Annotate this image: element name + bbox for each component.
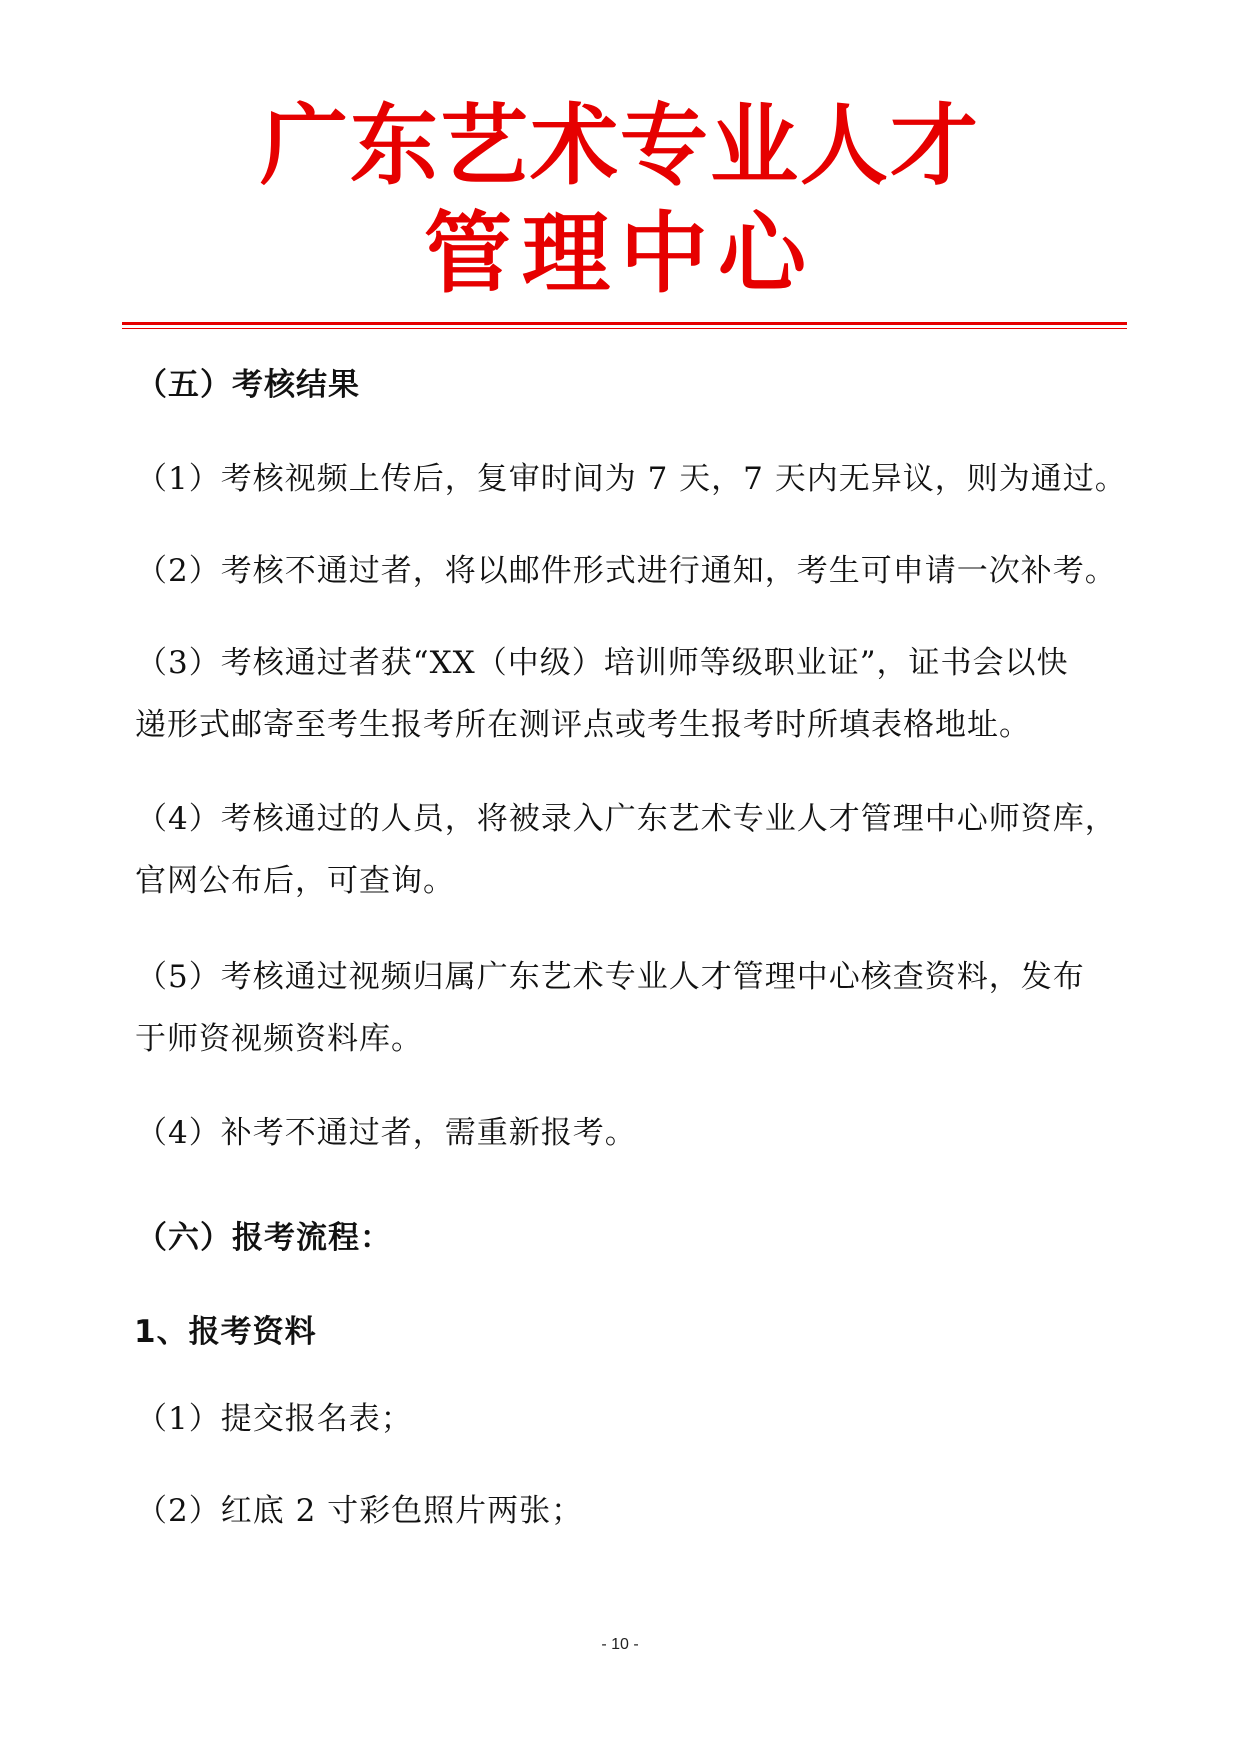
paragraph-5-5 xyxy=(136,946,1126,1070)
page-number: - 10 - xyxy=(601,1636,639,1653)
paragraph-5-3-line2: 递形式邮寄至考生报考所在测评点或考生报考时所填表格地址。 xyxy=(135,707,1031,743)
paragraph-6-2: （2）红底 2 寸彩色照片两张； xyxy=(136,1493,584,1529)
paragraph-5-4 xyxy=(136,788,1126,912)
section-6-subheading: 1、报考资料 xyxy=(134,1314,317,1350)
section-6-heading: （六）报考流程： xyxy=(136,1220,392,1256)
paragraph-5-1: （1）考核视频上传后，复审时间为 7 天，7 天内无异议，则为通过。 xyxy=(136,461,1127,497)
header-title-line1: 广东艺术专业人才 xyxy=(259,94,980,197)
header-title-line2: 管理中心 xyxy=(423,202,816,305)
paragraph-5-2: （2）考核不通过者，将以邮件形式进行通知，考生可申请一次补考。 xyxy=(136,553,1117,589)
paragraph-5-3 xyxy=(136,632,1126,756)
paragraph-5-4-line1: （4）考核通过的人员，将被录入广东艺术专业人才管理中心师资库， xyxy=(136,801,1117,837)
section-5-heading: （五）考核结果 xyxy=(136,367,360,403)
paragraph-6-1: （1）提交报名表； xyxy=(136,1401,413,1437)
paragraph-5-5-line1: （5）考核通过视频归属广东艺术专业人才管理中心核查资料，发布 xyxy=(136,959,1085,995)
paragraph-5-5-line2: 于师资视频资料库。 xyxy=(135,1021,423,1057)
paragraph-5-6: （4）补考不通过者，需重新报考。 xyxy=(136,1115,637,1151)
document-header xyxy=(0,92,1240,308)
header-rule-thin xyxy=(122,328,1127,329)
header-rule-thick xyxy=(122,322,1127,325)
paragraph-5-3-line1: （3）考核通过者获“XX（中级）培训师等级职业证”，证书会以快 xyxy=(136,645,1069,681)
paragraph-5-4-line2: 官网公布后，可查询。 xyxy=(135,863,455,899)
